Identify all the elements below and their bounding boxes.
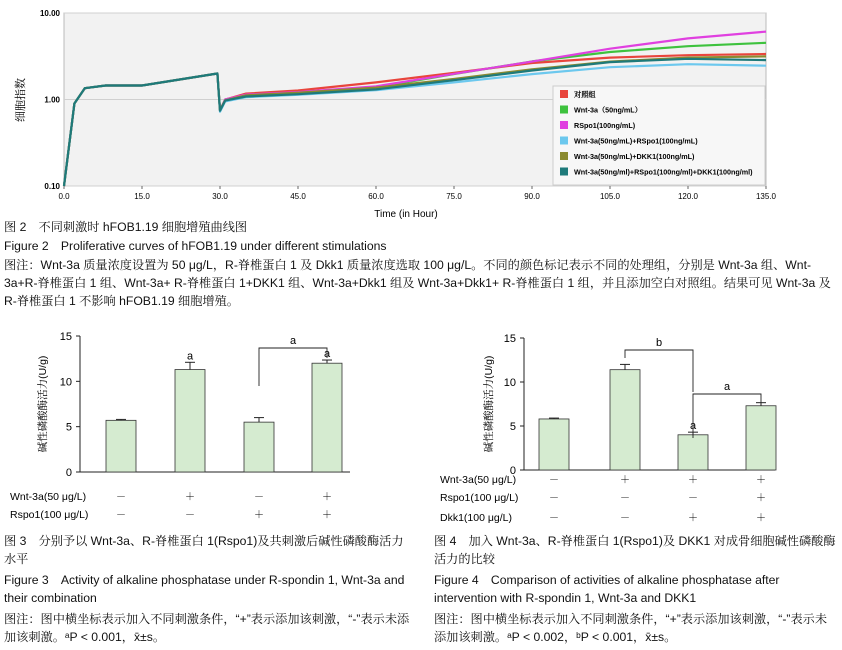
legend-swatch [560,106,568,114]
fig3-caption-cn: 图 3 分别予以 Wnt-3a、R-脊椎蛋白 1(Rspo1)及共刺激后碱性磷酸酶活力水平 [4,534,404,566]
bracket-label: a [723,381,731,393]
x-tick-label: 15.0 [134,192,150,201]
proliferation-line-chart [0,0,842,222]
condition-symbol: － [620,513,630,524]
fig3-caption-en: Figure 3 Activity of alkaline phosphatase under R-spondin 1, Wnt-3a and their combination [4,573,405,605]
condition-row-label: Wnt-3a(50 μg/L) [440,474,517,486]
condition-symbol: － [185,510,195,521]
condition-symbol: ＋ [756,475,766,486]
condition-symbol: ＋ [688,513,698,524]
legend-entry: Wnt-3a（50ng/mL） [574,105,642,115]
y-tick-label: 15 [59,331,72,343]
bar [106,420,136,472]
significance-label: a [186,350,194,363]
x-tick-label: 45.0 [290,192,306,201]
condition-symbol: － [549,475,559,486]
condition-symbol: ＋ [620,475,630,486]
condition-symbol: ＋ [688,475,698,486]
legend-entry: RSpo1(100ng/mL) [574,121,636,130]
x-tick-label: 135.0 [755,192,777,201]
fig4-caption-cn: 图 4 加入 Wnt-3a、R-脊椎蛋白 1(Rspo1)及 DKK1 对成骨细胞碱性磷酸酶活力的比较 [434,534,836,566]
y-tick-label: 0 [509,465,516,477]
bar [678,435,708,470]
fig3-note: 图注：图中横坐标表示加入不同刺激条件，“+”表示添加该刺激，“-”表示未添加该刺激。ᵃP < 0.001，x̄±s。 [4,612,410,644]
bar [244,422,274,472]
legend-entry: Wnt-3a(50ng/ml)+RSpo1(100ng/ml)+DKK1(100ng/ml) [574,167,753,177]
y-axis-label: 碱性磷酸酶活力(U/g) [37,355,49,453]
y-tick-label: 0 [65,467,72,479]
y-tick-label: 10 [503,377,516,389]
legend-swatch [560,168,568,176]
legend-swatch [560,121,568,129]
condition-symbol: － [254,492,264,503]
fig2-caption-cn: 图 2 不同刺激时 hFOB1.19 细胞增殖曲线图 [4,220,248,234]
y-tick-label: 10.00 [39,9,60,18]
bracket-label: a [289,335,297,347]
bar [539,419,569,470]
condition-symbol: ＋ [756,493,766,504]
condition-symbol: ＋ [756,513,766,524]
bar [610,370,640,470]
y-tick-label: 5 [65,421,72,434]
x-tick-label: 0.0 [58,192,70,201]
condition-row-label: Dkk1(100 μg/L) [440,512,512,524]
condition-symbol: ＋ [254,510,264,521]
y-axis-label: 碱性磷酸酶活力(U/g) [483,355,495,453]
condition-symbol: ＋ [322,510,332,521]
condition-symbol: － [549,493,559,504]
y-tick-label: 15 [503,333,516,345]
condition-symbol: － [620,493,630,504]
fig4-note: 图注：图中横坐标表示加入不同刺激条件，“+”表示添加该刺激，“-”表示未添加该刺激。ᵃP < 0.002，ᵇP < 0.001，x̄±s。 [434,612,828,644]
legend-swatch [560,137,568,145]
alp-activity-bar-chart-fig3 [0,318,420,533]
x-tick-label: 75.0 [446,192,462,201]
condition-symbol: － [688,493,698,504]
bracket-label: b [655,337,663,349]
legend-swatch [560,152,568,160]
y-tick-label: 10 [59,376,72,389]
bar [175,370,205,472]
x-tick-label: 105.0 [599,192,621,201]
condition-symbol: － [116,492,126,503]
fig4-caption-en: Figure 4 Comparison of activities of alkaline phosphatase after intervention with R-spondin 1, Wnt-3a and DKK1 [434,573,780,605]
condition-symbol: ＋ [322,492,332,503]
legend-entry: 对照组 [574,90,596,99]
significance-label: a [689,420,697,433]
legend-swatch [560,90,568,98]
y-tick-label: 1.00 [44,95,60,105]
condition-symbol: － [116,510,126,521]
y-axis-label: 细胞指数 [15,78,27,122]
x-tick-label: 120.0 [677,192,699,201]
condition-symbol: － [549,513,559,524]
condition-row-label: Rspo1(100 μg/L) [10,509,89,521]
x-axis-label: Time (in Hour) [374,209,438,220]
x-tick-label: 60.0 [368,192,384,201]
condition-row-label: Rspo1(100 μg/L) [440,492,519,504]
x-tick-label: 90.0 [524,192,540,201]
alp-activity-bar-chart-fig4 [420,318,842,533]
fig2-note: 图注：Wnt-3a 质量浓度设置为 50 μg/L，R-脊椎蛋白 1 及 Dkk1 质量浓度选取 100 μg/L。不同的颜色标记表示不同的处理组，分别是 Wnt-3a 组、Wnt-3a+R-脊椎蛋白 1 组、Wnt-3a+ R-脊椎蛋白 1+DKK1 组、Wnt-3a+Dkk1 组及 Wnt-3a+Dkk1+ R-脊椎蛋白 1 组，并且添加空白对照组。结果可见 Wnt-3a 及 R-脊椎蛋白 1 不影响 hFOB1.19 细胞增殖。 [4,258,831,308]
fig2-caption-en: Figure 2 Proliferative curves of hFOB1.19 under different stimulations [4,239,387,253]
bar [312,363,342,472]
legend-entry: Wnt-3a(50ng/mL)+DKK1(100ng/mL) [574,152,695,161]
y-tick-label: 5 [509,421,516,433]
condition-row-label: Wnt-3a(50 μg/L) [10,491,87,503]
y-tick-label: 0.10 [44,182,60,191]
legend-entry: Wnt-3a(50ng/mL)+RSpo1(100ng/mL) [574,136,698,146]
bar [746,406,776,470]
condition-symbol: ＋ [185,492,195,503]
significance-label: a [323,348,331,361]
x-tick-label: 30.0 [212,192,228,201]
